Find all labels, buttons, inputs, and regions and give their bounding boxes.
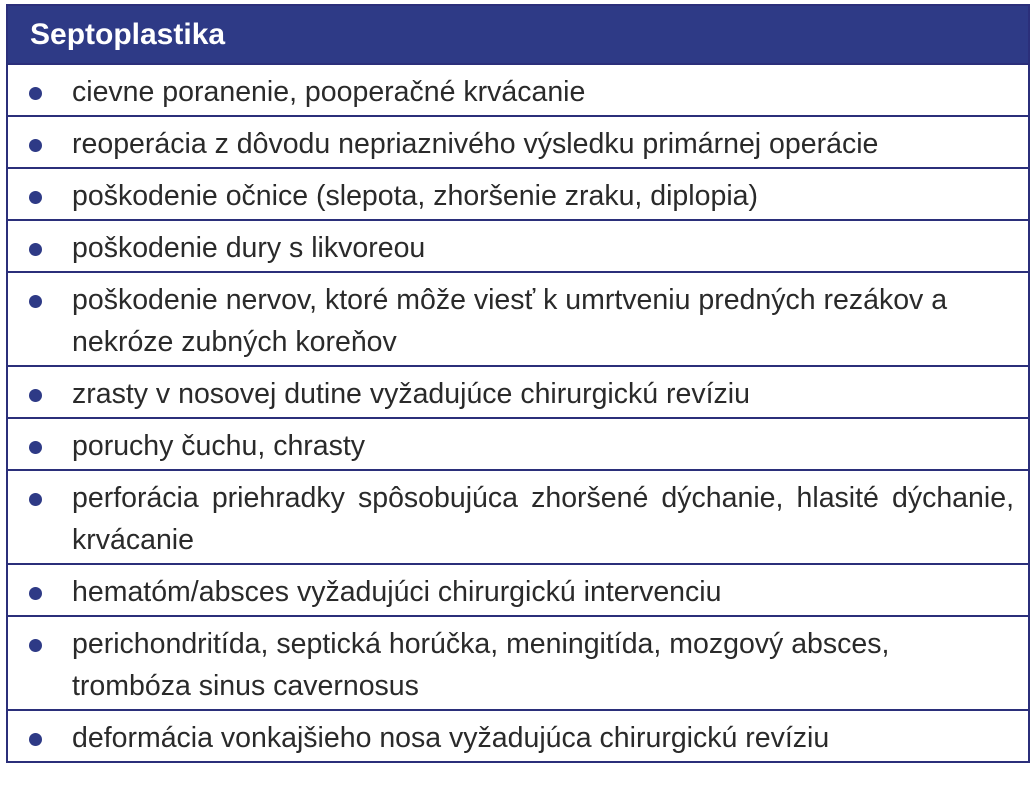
- list-item-text: poškodenie nervov, ktoré môže viesť k umrtveniu predných rezákov a nekróze zubných koreňov: [72, 284, 948, 358]
- list-item: [8, 219, 1028, 271]
- bullet-icon: [29, 733, 42, 746]
- bullet-icon: [29, 243, 42, 256]
- list-item: [8, 417, 1028, 469]
- bullet-icon: [29, 441, 42, 454]
- list-item: [8, 271, 1028, 365]
- list-item: [8, 563, 1028, 615]
- list-item: [8, 167, 1028, 219]
- list-item-text: perforácia priehradky spôsobujúca zhoršené dýchanie, hlasité dýchanie, krvácanie: [72, 482, 1014, 556]
- bullet-icon: [29, 295, 42, 308]
- list-item-text: deformácia vonkajšieho nosa vyžadujúca chirurgickú revíziu: [72, 722, 830, 754]
- bullet-icon: [29, 587, 42, 600]
- bullet-icon: [29, 87, 42, 100]
- list-item-text: poškodenie očnice (slepota, zhoršenie zraku, diplopia): [72, 180, 758, 212]
- bullet-icon: [29, 493, 42, 506]
- list-item-text: poškodenie dury s likvoreou: [72, 232, 426, 264]
- list-item-text: hematóm/absces vyžadujúci chirurgickú intervenciu: [72, 576, 722, 608]
- list-item: [8, 615, 1028, 709]
- list-item: [8, 365, 1028, 417]
- bullet-icon: [29, 191, 42, 204]
- bullet-icon: [29, 139, 42, 152]
- list-item-text: reoperácia z dôvodu nepriaznivého výsledku primárnej operácie: [72, 128, 879, 160]
- list-item: [8, 469, 1028, 563]
- list-item: [8, 63, 1028, 115]
- list-item-text: poruchy čuchu, chrasty: [72, 430, 366, 462]
- table-title: Septoplastika: [8, 6, 1028, 63]
- complications-list: [8, 63, 1028, 761]
- bullet-icon: [29, 639, 42, 652]
- list-item: [8, 115, 1028, 167]
- bullet-icon: [29, 389, 42, 402]
- complications-table: [6, 4, 1030, 763]
- list-item-text: perichondritída, septická horúčka, meningitída, mozgový absces, trombóza sinus cavernosus: [72, 628, 890, 702]
- list-item-text: cievne poranenie, pooperačné krvácanie: [72, 76, 586, 108]
- list-item: [8, 709, 1028, 761]
- list-item-text: zrasty v nosovej dutine vyžadujúce chirurgickú revíziu: [72, 378, 750, 410]
